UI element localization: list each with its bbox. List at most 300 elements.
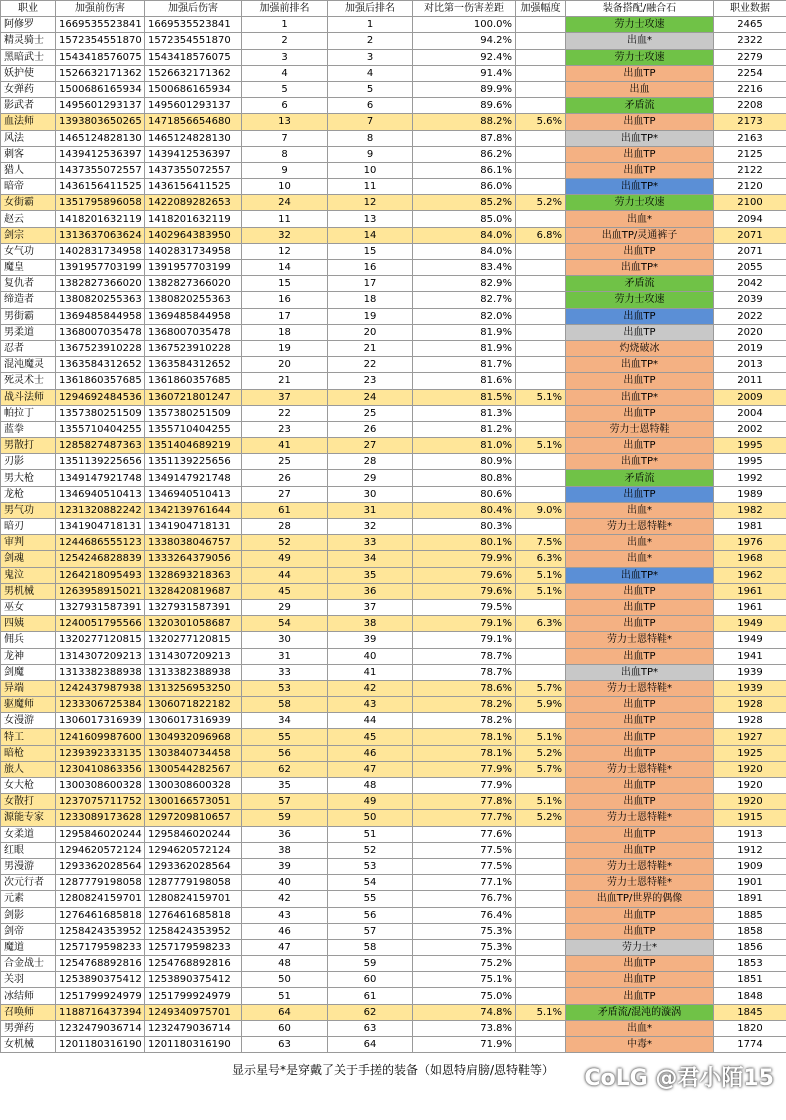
ratio-cell: 86.0% <box>413 179 516 195</box>
job-cell: 特工 <box>1 729 56 745</box>
ratio-cell: 92.4% <box>413 49 516 65</box>
pre-damage-cell: 1276461685818 <box>56 907 145 923</box>
job-cell: 次元行者 <box>1 875 56 891</box>
header-post-rank: 加强后排名 <box>328 1 413 17</box>
equipment-cell: 出血* <box>566 1020 714 1036</box>
table-row <box>1 243 786 259</box>
pre-rank-cell: 7 <box>242 130 328 146</box>
ratio-cell: 80.1% <box>413 535 516 551</box>
job-cell: 剑帝 <box>1 923 56 939</box>
pre-rank-cell: 26 <box>242 470 328 486</box>
post-damage-cell: 1360721801247 <box>145 389 242 405</box>
gain-cell <box>516 599 566 615</box>
equipment-cell: 矛盾流 <box>566 470 714 486</box>
table-row <box>1 810 786 826</box>
pre-rank-cell: 17 <box>242 308 328 324</box>
table-row <box>1 891 786 907</box>
post-rank-cell: 19 <box>328 308 413 324</box>
pre-rank-cell: 50 <box>242 972 328 988</box>
job-cell: 旅人 <box>1 761 56 777</box>
gain-cell <box>516 405 566 421</box>
post-rank-cell: 15 <box>328 243 413 259</box>
gain-cell: 5.2% <box>516 745 566 761</box>
equipment-cell: 出血TP <box>566 988 714 1004</box>
equipment-cell: 出血TP <box>566 405 714 421</box>
pre-rank-cell: 25 <box>242 454 328 470</box>
equipment-cell: 劳力士攻速 <box>566 17 714 33</box>
table-row <box>1 454 786 470</box>
gain-cell: 7.5% <box>516 535 566 551</box>
post-rank-cell: 32 <box>328 519 413 535</box>
equipment-cell: 出血* <box>566 551 714 567</box>
pre-damage-cell: 1418201632119 <box>56 211 145 227</box>
post-damage-cell: 1320277120815 <box>145 632 242 648</box>
gain-cell <box>516 826 566 842</box>
table-row <box>1 1004 786 1020</box>
gain-cell <box>516 211 566 227</box>
table-row <box>1 227 786 243</box>
gain-cell <box>516 373 566 389</box>
post-rank-cell: 54 <box>328 875 413 891</box>
table-row <box>1 632 786 648</box>
equipment-cell: 出血TP <box>566 162 714 178</box>
job-cell: 女弹药 <box>1 81 56 97</box>
ratio-cell: 80.3% <box>413 519 516 535</box>
gain-cell <box>516 357 566 373</box>
equipment-cell: 出血TP <box>566 324 714 340</box>
pre-rank-cell: 52 <box>242 535 328 551</box>
post-damage-cell: 1294620572124 <box>145 842 242 858</box>
equipment-cell: 出血TP <box>566 648 714 664</box>
pre-damage-cell: 1382827366020 <box>56 276 145 292</box>
pre-rank-cell: 23 <box>242 421 328 437</box>
post-rank-cell: 43 <box>328 697 413 713</box>
job-cell: 刃影 <box>1 454 56 470</box>
table-row <box>1 599 786 615</box>
table-row <box>1 324 786 340</box>
ratio-cell: 78.7% <box>413 664 516 680</box>
post-rank-cell: 7 <box>328 114 413 130</box>
equipment-cell: 劳力士恩特鞋* <box>566 519 714 535</box>
table-row <box>1 292 786 308</box>
post-damage-cell: 1306017316939 <box>145 713 242 729</box>
equipment-cell: 出血TP <box>566 616 714 632</box>
gain-cell <box>516 939 566 955</box>
table-row <box>1 875 786 891</box>
pre-rank-cell: 34 <box>242 713 328 729</box>
gain-cell <box>516 778 566 794</box>
table-row <box>1 664 786 680</box>
pre-damage-cell: 1314307209213 <box>56 648 145 664</box>
job-cell: 巫女 <box>1 599 56 615</box>
post-rank-cell: 55 <box>328 891 413 907</box>
pre-rank-cell: 56 <box>242 745 328 761</box>
equipment-cell: 出血TP* <box>566 454 714 470</box>
table-row <box>1 956 786 972</box>
score-cell: 1925 <box>714 745 786 761</box>
post-rank-cell: 37 <box>328 599 413 615</box>
pre-rank-cell: 44 <box>242 567 328 583</box>
score-cell: 2279 <box>714 49 786 65</box>
post-damage-cell: 1351404689219 <box>145 438 242 454</box>
table-row <box>1 211 786 227</box>
footnote: 显示星号*是穿戴了关于手搓的装备（如恩特肩膀/恩特鞋等） <box>231 1063 555 1077</box>
pre-rank-cell: 12 <box>242 243 328 259</box>
ratio-cell: 75.3% <box>413 923 516 939</box>
ratio-cell: 77.9% <box>413 778 516 794</box>
table-row <box>1 842 786 858</box>
table-row <box>1 745 786 761</box>
pre-rank-cell: 29 <box>242 599 328 615</box>
post-rank-cell: 22 <box>328 357 413 373</box>
gain-cell <box>516 923 566 939</box>
table-row <box>1 923 786 939</box>
job-cell: 鬼泣 <box>1 567 56 583</box>
job-cell: 魔道 <box>1 939 56 955</box>
table-row <box>1 162 786 178</box>
score-cell: 1927 <box>714 729 786 745</box>
equipment-cell: 出血TP <box>566 65 714 81</box>
ratio-cell: 84.0% <box>413 227 516 243</box>
job-cell: 死灵术士 <box>1 373 56 389</box>
post-rank-cell: 61 <box>328 988 413 1004</box>
equipment-cell: 劳力士恩特鞋* <box>566 810 714 826</box>
pre-rank-cell: 61 <box>242 502 328 518</box>
ratio-cell: 75.0% <box>413 988 516 1004</box>
post-damage-cell: 1357380251509 <box>145 405 242 421</box>
post-damage-cell: 1258424353952 <box>145 923 242 939</box>
pre-damage-cell: 1361860357685 <box>56 373 145 389</box>
score-cell: 2322 <box>714 33 786 49</box>
ratio-cell: 81.3% <box>413 405 516 421</box>
pre-damage-cell: 1369485844958 <box>56 308 145 324</box>
job-cell: 驱魔师 <box>1 697 56 713</box>
job-cell: 暗枪 <box>1 745 56 761</box>
score-cell: 2465 <box>714 17 786 33</box>
pre-damage-cell: 1669535523841 <box>56 17 145 33</box>
ratio-cell: 77.8% <box>413 794 516 810</box>
pre-damage-cell: 1242437987938 <box>56 680 145 696</box>
ratio-cell: 75.3% <box>413 939 516 955</box>
pre-damage-cell: 1253890375412 <box>56 972 145 988</box>
score-cell: 2122 <box>714 162 786 178</box>
job-cell: 精灵骑士 <box>1 33 56 49</box>
pre-damage-cell: 1436156411525 <box>56 179 145 195</box>
post-rank-cell: 21 <box>328 340 413 356</box>
pre-damage-cell: 1258424353952 <box>56 923 145 939</box>
post-rank-cell: 2 <box>328 33 413 49</box>
gain-cell <box>516 875 566 891</box>
post-damage-cell: 1328693218363 <box>145 567 242 583</box>
ratio-cell: 71.9% <box>413 1037 516 1053</box>
post-rank-cell: 27 <box>328 438 413 454</box>
equipment-cell: 出血* <box>566 211 714 227</box>
post-damage-cell: 1436156411525 <box>145 179 242 195</box>
gain-cell <box>516 664 566 680</box>
table-row <box>1 1020 786 1036</box>
job-cell: 关羽 <box>1 972 56 988</box>
job-cell: 男散打 <box>1 438 56 454</box>
gain-cell <box>516 308 566 324</box>
job-cell: 元素 <box>1 891 56 907</box>
pre-damage-cell: 1543418576075 <box>56 49 145 65</box>
pre-rank-cell: 49 <box>242 551 328 567</box>
pre-rank-cell: 46 <box>242 923 328 939</box>
score-cell: 2039 <box>714 292 786 308</box>
post-rank-cell: 59 <box>328 956 413 972</box>
gain-cell: 5.1% <box>516 583 566 599</box>
ratio-cell: 76.4% <box>413 907 516 923</box>
post-damage-cell: 1368007035478 <box>145 324 242 340</box>
gain-cell: 6.3% <box>516 616 566 632</box>
post-rank-cell: 60 <box>328 972 413 988</box>
post-rank-cell: 11 <box>328 179 413 195</box>
table-row <box>1 988 786 1004</box>
ratio-cell: 86.2% <box>413 146 516 162</box>
table-row <box>1 146 786 162</box>
equipment-cell: 灼烧破冰 <box>566 340 714 356</box>
job-cell: 女漫游 <box>1 713 56 729</box>
score-cell: 2125 <box>714 146 786 162</box>
pre-rank-cell: 55 <box>242 729 328 745</box>
gain-cell: 5.9% <box>516 697 566 713</box>
post-rank-cell: 29 <box>328 470 413 486</box>
job-cell: 红眼 <box>1 842 56 858</box>
job-cell: 男街霸 <box>1 308 56 324</box>
post-damage-cell: 1437355072557 <box>145 162 242 178</box>
ratio-cell: 78.2% <box>413 713 516 729</box>
pre-rank-cell: 51 <box>242 988 328 1004</box>
post-rank-cell: 62 <box>328 1004 413 1020</box>
post-damage-cell: 1380820255363 <box>145 292 242 308</box>
table-row <box>1 389 786 405</box>
gain-cell: 5.1% <box>516 1004 566 1020</box>
header-pre-damage: 加强前伤害 <box>56 1 145 17</box>
pre-rank-cell: 27 <box>242 486 328 502</box>
table-row <box>1 648 786 664</box>
ratio-cell: 78.7% <box>413 648 516 664</box>
equipment-cell: 劳力士攻速 <box>566 195 714 211</box>
post-rank-cell: 56 <box>328 907 413 923</box>
job-cell: 黑暗武士 <box>1 49 56 65</box>
ratio-cell: 79.5% <box>413 599 516 615</box>
post-rank-cell: 57 <box>328 923 413 939</box>
score-cell: 1982 <box>714 502 786 518</box>
equipment-cell: 矛盾流/混沌的漩涡 <box>566 1004 714 1020</box>
job-cell: 复仇者 <box>1 276 56 292</box>
equipment-cell: 劳力士攻速 <box>566 292 714 308</box>
equipment-cell: 出血TP* <box>566 389 714 405</box>
equipment-cell: 矛盾流 <box>566 98 714 114</box>
job-cell: 风法 <box>1 130 56 146</box>
pre-rank-cell: 45 <box>242 583 328 599</box>
equipment-cell: 出血TP <box>566 146 714 162</box>
equipment-cell: 出血TP <box>566 842 714 858</box>
pre-rank-cell: 63 <box>242 1037 328 1053</box>
table-row <box>1 421 786 437</box>
pre-rank-cell: 32 <box>242 227 328 243</box>
equipment-cell: 出血TP <box>566 729 714 745</box>
gain-cell: 5.2% <box>516 195 566 211</box>
table-row <box>1 972 786 988</box>
equipment-cell: 出血TP <box>566 923 714 939</box>
score-cell: 2071 <box>714 243 786 259</box>
post-rank-cell: 26 <box>328 421 413 437</box>
table-row <box>1 114 786 130</box>
post-damage-cell: 1313256953250 <box>145 680 242 696</box>
equipment-cell: 出血TP/灵通裤子 <box>566 227 714 243</box>
ratio-cell: 91.4% <box>413 65 516 81</box>
pre-damage-cell: 1241609987600 <box>56 729 145 745</box>
score-cell: 2208 <box>714 98 786 114</box>
header-row <box>1 1 786 17</box>
pre-rank-cell: 35 <box>242 778 328 794</box>
pre-damage-cell: 1233306725384 <box>56 697 145 713</box>
post-rank-cell: 6 <box>328 98 413 114</box>
score-cell: 2071 <box>714 227 786 243</box>
score-cell: 2009 <box>714 389 786 405</box>
ratio-cell: 80.9% <box>413 454 516 470</box>
equipment-cell: 出血TP* <box>566 260 714 276</box>
score-cell: 1992 <box>714 470 786 486</box>
post-damage-cell: 1367523910228 <box>145 340 242 356</box>
gain-cell <box>516 49 566 65</box>
ratio-cell: 100.0% <box>413 17 516 33</box>
equipment-cell: 出血TP <box>566 794 714 810</box>
ratio-cell: 82.7% <box>413 292 516 308</box>
table-row <box>1 179 786 195</box>
header-score: 职业数据 <box>714 1 786 17</box>
pre-rank-cell: 10 <box>242 179 328 195</box>
score-cell: 2216 <box>714 81 786 97</box>
gain-cell <box>516 292 566 308</box>
equipment-cell: 出血 <box>566 81 714 97</box>
gain-cell: 5.1% <box>516 794 566 810</box>
job-cell: 血法师 <box>1 114 56 130</box>
pre-rank-cell: 41 <box>242 438 328 454</box>
post-damage-cell: 1422089282653 <box>145 195 242 211</box>
equipment-cell: 出血TP* <box>566 179 714 195</box>
gain-cell: 5.1% <box>516 729 566 745</box>
ratio-cell: 81.6% <box>413 373 516 389</box>
job-cell: 女气功 <box>1 243 56 259</box>
table-row <box>1 373 786 389</box>
ratio-cell: 81.2% <box>413 421 516 437</box>
pre-rank-cell: 21 <box>242 373 328 389</box>
equipment-cell: 出血TP <box>566 826 714 842</box>
score-cell: 2019 <box>714 340 786 356</box>
table-row <box>1 340 786 356</box>
post-damage-cell: 1526632171362 <box>145 65 242 81</box>
score-cell: 1961 <box>714 583 786 599</box>
post-rank-cell: 42 <box>328 680 413 696</box>
pre-damage-cell: 1251799924979 <box>56 988 145 1004</box>
pre-rank-cell: 11 <box>242 211 328 227</box>
score-cell: 2163 <box>714 130 786 146</box>
gain-cell <box>516 324 566 340</box>
score-cell: 1845 <box>714 1004 786 1020</box>
post-rank-cell: 39 <box>328 632 413 648</box>
post-damage-cell: 1342139761644 <box>145 502 242 518</box>
pre-rank-cell: 19 <box>242 340 328 356</box>
gain-cell <box>516 276 566 292</box>
ratio-cell: 77.5% <box>413 842 516 858</box>
job-cell: 混沌魔灵 <box>1 357 56 373</box>
pre-damage-cell: 1355710404255 <box>56 421 145 437</box>
equipment-cell: 出血TP/世界的偶像 <box>566 891 714 907</box>
pre-rank-cell: 38 <box>242 842 328 858</box>
post-damage-cell: 1232479036714 <box>145 1020 242 1036</box>
pre-rank-cell: 40 <box>242 875 328 891</box>
post-damage-cell: 1313382388938 <box>145 664 242 680</box>
gain-cell: 9.0% <box>516 502 566 518</box>
job-cell: 魔皇 <box>1 260 56 276</box>
ratio-cell: 81.9% <box>413 340 516 356</box>
post-damage-cell: 1391957703199 <box>145 260 242 276</box>
post-rank-cell: 51 <box>328 826 413 842</box>
table-row <box>1 17 786 33</box>
ratio-cell: 77.7% <box>413 810 516 826</box>
post-damage-cell: 1333264379056 <box>145 551 242 567</box>
equipment-cell: 出血TP <box>566 907 714 923</box>
gain-cell: 5.1% <box>516 438 566 454</box>
post-damage-cell: 1280824159701 <box>145 891 242 907</box>
score-cell: 2173 <box>714 114 786 130</box>
pre-damage-cell: 1327931587391 <box>56 599 145 615</box>
gain-cell <box>516 988 566 1004</box>
table-row <box>1 49 786 65</box>
equipment-cell: 出血TP* <box>566 664 714 680</box>
table-row <box>1 33 786 49</box>
ratio-cell: 80.8% <box>413 470 516 486</box>
ratio-cell: 78.1% <box>413 745 516 761</box>
equipment-cell: 出血TP <box>566 438 714 454</box>
equipment-cell: 出血TP* <box>566 130 714 146</box>
post-damage-cell: 1418201632119 <box>145 211 242 227</box>
pre-damage-cell: 1232479036714 <box>56 1020 145 1036</box>
job-cell: 忍者 <box>1 340 56 356</box>
post-damage-cell: 1495601293137 <box>145 98 242 114</box>
pre-damage-cell: 1380820255363 <box>56 292 145 308</box>
post-rank-cell: 48 <box>328 778 413 794</box>
header-gain: 加强幅度 <box>516 1 566 17</box>
job-cell: 召唤师 <box>1 1004 56 1020</box>
pre-damage-cell: 1287779198058 <box>56 875 145 891</box>
score-cell: 2042 <box>714 276 786 292</box>
post-damage-cell: 1249340975701 <box>145 1004 242 1020</box>
score-cell: 1851 <box>714 972 786 988</box>
job-cell: 男大枪 <box>1 470 56 486</box>
post-damage-cell: 1276461685818 <box>145 907 242 923</box>
pre-rank-cell: 62 <box>242 761 328 777</box>
ratio-cell: 81.7% <box>413 357 516 373</box>
ratio-cell: 75.2% <box>413 956 516 972</box>
pre-damage-cell: 1363584312652 <box>56 357 145 373</box>
table-row <box>1 567 786 583</box>
header-post-damage: 加强后伤害 <box>145 1 242 17</box>
equipment-cell: 出血TP <box>566 778 714 794</box>
pre-damage-cell: 1346940510413 <box>56 486 145 502</box>
ratio-cell: 79.1% <box>413 632 516 648</box>
pre-damage-cell: 1306017316939 <box>56 713 145 729</box>
score-cell: 1885 <box>714 907 786 923</box>
score-cell: 1949 <box>714 632 786 648</box>
pre-rank-cell: 13 <box>242 114 328 130</box>
gain-cell <box>516 972 566 988</box>
gain-cell <box>516 907 566 923</box>
pre-rank-cell: 39 <box>242 858 328 874</box>
pre-rank-cell: 9 <box>242 162 328 178</box>
